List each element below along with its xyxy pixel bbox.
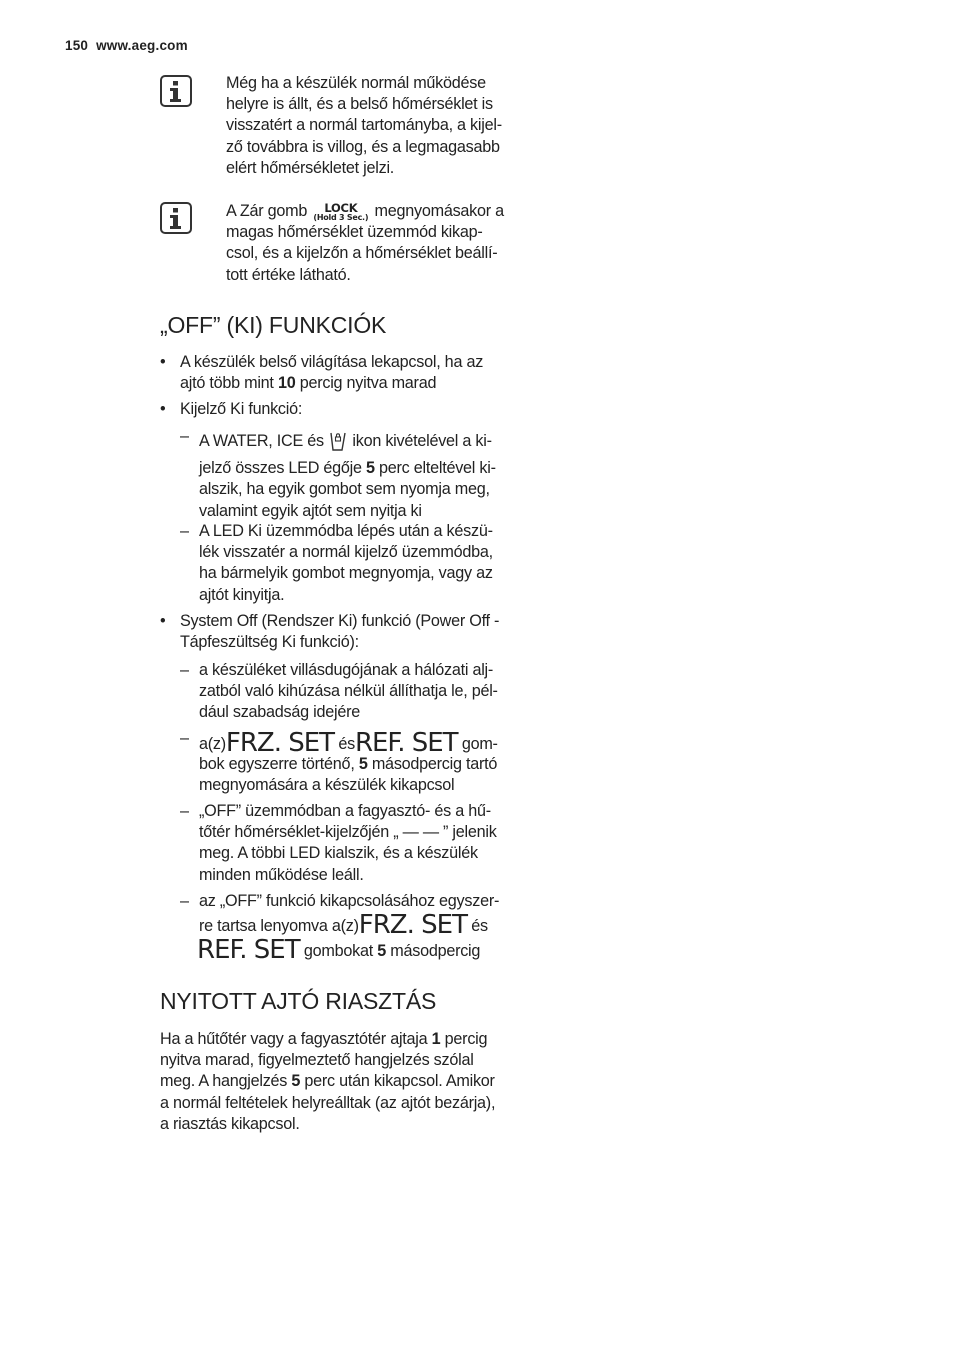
- frz-set-button-label: FRZ. SET: [358, 910, 467, 941]
- dash-item: – a(z)FRZ. SET ésREF. SET gom- bok egyszerre történő, 5 másodpercig tartó megnyomására a készülék kikapcsol: [180, 728, 498, 795]
- dash-item: – „OFF” üzemmódban a fagyasztó- és a hű- tőtér hőmérséklet-kijelzőjén „ — — ” jelenik meg. A többi LED kialszik, és a készülék minden működése leáll.: [180, 802, 497, 884]
- ice-bucket-lock-icon: [329, 430, 347, 458]
- dash-item: – az „OFF” funkció kikapcsolásához egyszer- re tartsa lenyomva a(z)FRZ. SET és REF. SET gombokat 5 másodpercig: [180, 892, 500, 966]
- dash-mark: –: [180, 802, 189, 820]
- frz-set-button-label: FRZ. SET: [225, 728, 335, 758]
- dash-mark: –: [180, 892, 189, 910]
- info-icon: [160, 202, 192, 234]
- section-title-door-alarm: NYITOTT AJTÓ RIASZTÁS: [160, 988, 437, 1014]
- dash-item: – A LED Ki üzemmódba lépés után a készü- lék visszatér a normál kijelző üzemmódba, ha bármelyik gombot megnyomja, vagy az ajtót kinyitja.: [180, 522, 493, 604]
- section-title-off-functions: „OFF” (KI) FUNKCIÓK: [160, 312, 387, 338]
- site-url[interactable]: www.aeg.com: [96, 38, 188, 53]
- ref-set-button-label: REF. SET: [354, 728, 458, 758]
- bullet-mark: •: [160, 400, 166, 418]
- info-note-2-text: A Zár gomb LOCK (Hold 3 Sec.) megnyomásakor a magas hőmérséklet üzemmód kikap- csol, és a kijelzőn a hőmérséklet beállí- tott értéke látható.: [226, 200, 504, 284]
- dash-mark: –: [180, 729, 189, 747]
- info-note-1-text: Még ha a készülék normál működése helyre is állt, és a belső hőmérséklet is visszatért a normál tartományba, a kijel- ző továbbra is villog, és a legmagasabb elért hőmérsékletet jelzi.: [226, 74, 502, 177]
- door-alarm-paragraph: Ha a hűtőtér vagy a fagyasztótér ajtaja 1 percig nyitva marad, figyelmeztető hangjelzés szólal meg. A hangjelzés 5 perc után kikapcsol. Amikor a normál feltételek helyreálltak (az ajtót bezárja), a riasztás kikapcsol.: [160, 1030, 496, 1133]
- bullet-item: • Kijelző Ki funkció:: [160, 399, 520, 420]
- info-icon: [160, 75, 192, 107]
- info-note-1: [160, 73, 510, 179]
- dash-mark: –: [180, 427, 189, 445]
- dash-item: – A WATER, ICE és ikon kivételével a ki- jelző összes LED égője 5 perc elteltével ki- alszik, ha egyik gombot sem nyomja meg, valamint egyik ajtót sem nyitja ki: [180, 427, 496, 520]
- dash-item: – a készüléket villásdugójának a hálózati alj- zatból való kihúzása nélkül állíthatja le, pél- dául szabadság idejére: [180, 661, 498, 722]
- page-number: 150: [65, 38, 89, 53]
- bullet-mark: •: [160, 353, 166, 371]
- dash-mark: –: [180, 522, 189, 540]
- ref-set-button-label: REF. SET: [197, 935, 300, 966]
- lock-button-label: LOCK (Hold 3 Sec.): [313, 200, 369, 222]
- bullet-item: • System Off (Rendszer Ki) funkció (Power Off - Tápfeszültség Ki funkció):: [160, 612, 500, 652]
- info-note-2: [160, 201, 510, 286]
- bullet-item: • A készülék belső világítása lekapcsol, ha az ajtó több mint 10 percig nyitva marad: [160, 353, 484, 393]
- dash-mark: –: [180, 661, 189, 679]
- page-header: [65, 38, 188, 53]
- bullet-mark: •: [160, 612, 166, 630]
